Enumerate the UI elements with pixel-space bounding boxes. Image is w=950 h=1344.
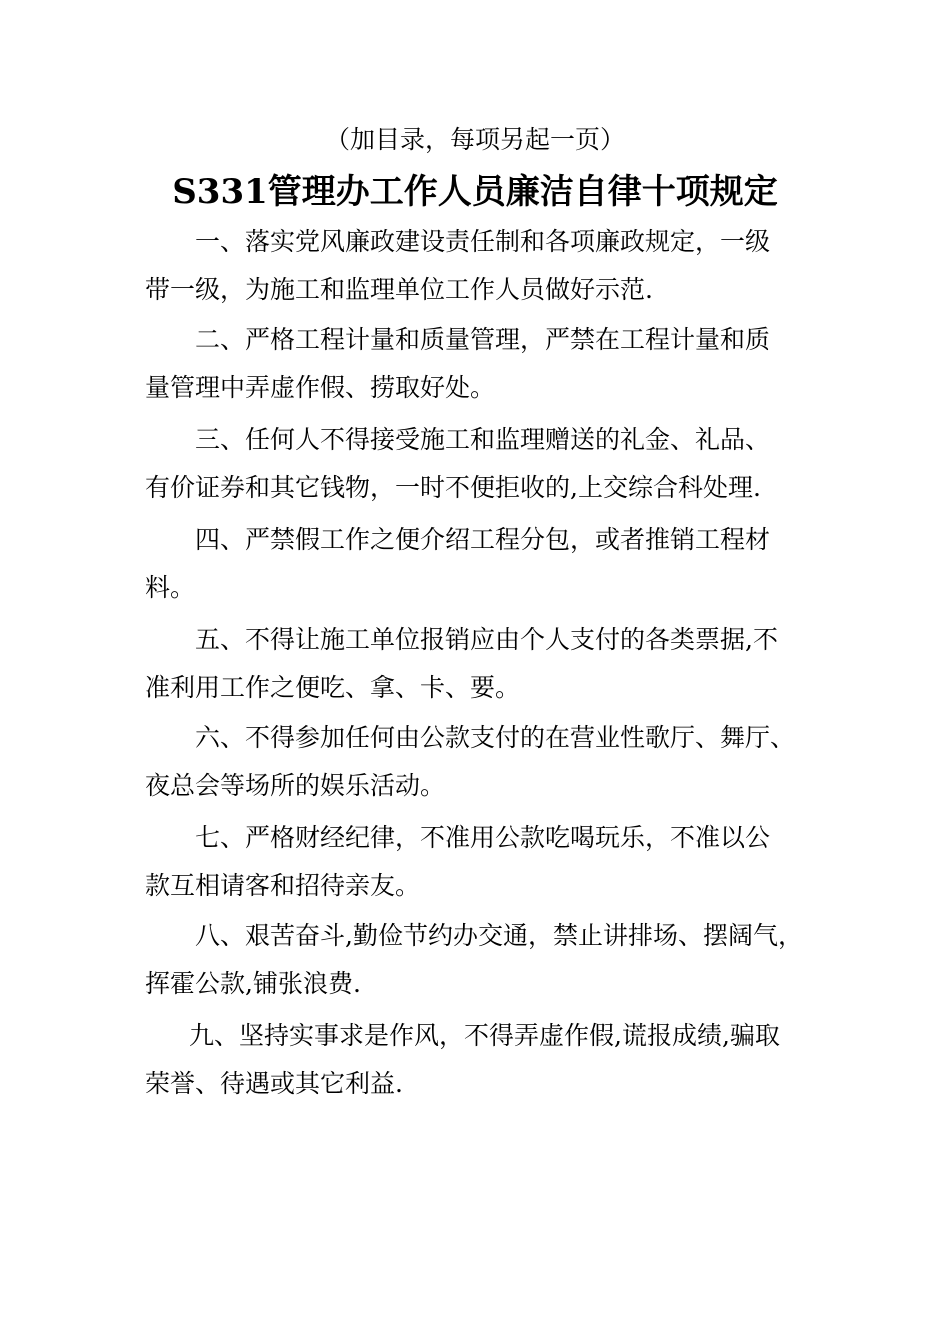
rule-6-line-1: 六、不得参加任何由公款支付的在营业性歌厅、舞厅、 <box>195 723 796 752</box>
rule-paragraph-1 <box>145 218 835 314</box>
rule-paragraph-7 <box>145 814 835 910</box>
rule-paragraph-2 <box>145 316 835 412</box>
rule-8-line-2: 挥霍公款,铺张浪费. <box>145 969 361 998</box>
rule-paragraph-6 <box>145 714 835 810</box>
rule-9-line-2: 荣誉、待遇或其它利益. <box>145 1069 403 1098</box>
toc-note: （加目录，每项另起一页） <box>324 125 625 154</box>
rule-paragraph-3 <box>145 416 835 512</box>
rule-paragraph-5 <box>145 616 835 712</box>
rule-6-line-2: 夜总会等场所的娱乐活动。 <box>145 771 446 800</box>
rule-3-line-1: 三、任何人不得接受施工和监理赠送的礼金、礼品、 <box>195 425 771 454</box>
rule-5-line-1: 五、不得让施工单位报销应由个人支付的各类票据,不 <box>195 625 778 654</box>
rule-paragraph-4 <box>145 516 835 612</box>
rule-4-line-1: 四、严禁假工作之便介绍工程分包，或者推销工程材 <box>195 525 771 554</box>
rule-8-line-1: 八、艰苦奋斗,勤俭节约办交通，禁止讲排场、摆阔气， <box>195 921 803 950</box>
rule-3-line-2: 有价证券和其它钱物，一时不便拒收的,上交综合科处理. <box>145 473 761 502</box>
rule-7-line-2: 款互相请客和招待亲友。 <box>145 871 421 900</box>
rule-4-line-2: 料。 <box>145 573 196 602</box>
rule-7-line-1: 七、严格财经纪律，不准用公款吃喝玩乐，不准以公 <box>195 823 771 852</box>
rule-5-line-2: 准利用工作之便吃、拿、卡、要。 <box>145 673 521 702</box>
rule-9-line-1: 九、坚持实事求是作风，不得弄虚作假,谎报成绩,骗取 <box>189 1021 780 1050</box>
rule-2-line-1: 二、严格工程计量和质量管理，严禁在工程计量和质 <box>195 325 771 354</box>
rule-1-line-2: 带一级，为施工和监理单位工作人员做好示范. <box>145 275 653 304</box>
rule-2-line-2: 量管理中弄虚作假、捞取好处。 <box>145 373 496 402</box>
rule-paragraph-8 <box>145 912 835 1008</box>
rule-paragraph-9 <box>145 1012 835 1108</box>
rule-1-line-1: 一、落实党风廉政建设责任制和各项廉政规定，一级 <box>195 227 771 256</box>
document-title: S331管理办工作人员廉洁自律十项规定 <box>172 172 778 212</box>
